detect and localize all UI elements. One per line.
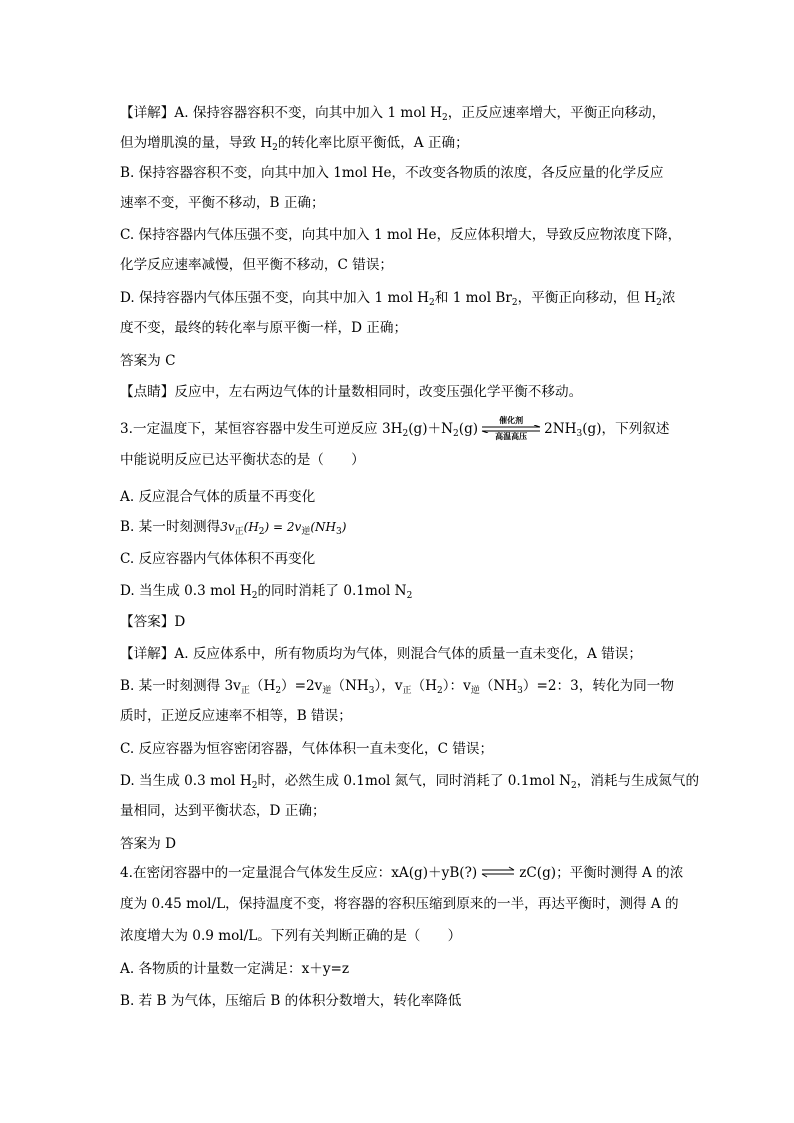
q3-option-b: B. 某一时刻测得$3v_正(H_2) = 2v_逆(NH_3)$ [120,519,347,537]
q2-detail-line-5: C. 保持容器内气体压强不变，向其中加入 1 mol He，反应体积增大，导致反应物浓度下降， [120,227,682,243]
q3-option-d: D. 当生成 0.3 mol $H_2$的同时消耗了 0.1mol $N_2$ [120,583,413,601]
q3-option-a: A. 反应混合气体的质量不再变化 [120,489,316,505]
q4-stem-line-3: 浓度增大为 0.9 mol/L。下列有关判断正确的是（ ） [120,928,462,944]
q3-detail-line-2: B. 某一时刻测得 $3v_正(H_2)=2v_逆(NH_3)$，$v_正(H_2)$：$v_逆(NH_3)=2$：3，转化为同一物 [120,678,674,696]
q2-detail-line-2: 但为增肌溴的量，导致 $H_2$的转化率比原平衡低，A 正确； [120,135,469,153]
reversible-arrow-icon: 催化剂 高温高压 [480,419,542,437]
q3-detail-line-6: 量相同，达到平衡状态，D 正确； [120,803,326,819]
rate-formula: $3v_正(H_2) = 2v_逆(NH_3)$ [220,520,347,537]
q2-detail-line-3: B. 保持容器容积不变，向其中加入 1mol He，不改变各物质的浓度，各反应量的化学反应 [120,165,664,181]
q2-detail-line-6: 化学反应速率减慢，但平衡不移动，C 错误； [120,257,394,273]
q2-detail-line-8: 度不变，最终的转化率与原平衡一样，D 正确； [120,320,408,336]
q3-option-c: C. 反应容器内气体体积不再变化 [120,551,316,567]
q3-detail-line-3: 质时，正逆反应速率不相等，B 错误； [120,708,352,724]
q4-option-a: A. 各物质的计量数一定满足：x＋y=z [120,961,350,977]
q3-answer-line: 答案为 D [120,836,177,852]
q2-detail-line-1: 【详解】A. 保持容器容积不变，向其中加入 1 mol $H_2$，正反应速率增大，平衡正向移动， [120,105,666,123]
q4-stem-line-1: 4.在密闭容器中的一定量混合气体发生反应：xA(g)＋yB(?) zC(g)；平衡时测得 A 的浓 [120,865,684,881]
q3-stem-line-1: 3.一定温度下，某恒容容器中发生可逆反应 $3H_2(g)+N_2(g)$ 催化剂 高温高压 $2NH_3(g)$，下列叙述 [120,415,670,441]
q4-option-b: B. 若 B 为气体，压缩后 B 的体积分数增大，转化率降低 [120,993,462,1009]
q2-note: 【点睛】反应中，左右两边气体的计量数相同时，改变压强化学平衡不移动。 [120,384,583,400]
q2-detail-line-4: 速率不变，平衡不移动，B 正确； [120,195,325,211]
q2-answer: 答案为 C [120,353,176,369]
equilibrium-arrow-icon [480,865,516,879]
q3-answer: 【答案】D [120,614,186,630]
q3-detail-line-4: C. 反应容器为恒容密闭容器，气体体积一直未变化，C 错误； [120,741,494,757]
q3-stem-line-2: 中能说明反应已达平衡状态的是（ ） [120,452,365,468]
q3-detail-line-5: D. 当生成 0.3 mol $H_2$时，必然生成 0.1mol 氮气，同时消耗了 0.1mol $N_2$，消耗与生成氮气的 [120,773,700,791]
q2-detail-line-7: D. 保持容器内气体压强不变，向其中加入 1 mol $H_2$和 1 mol $Br_2$，平衡正向移动，但 $H_2$浓 [120,290,676,308]
q3-detail-line-1: 【详解】A. 反应体系中，所有物质均为气体，则混合气体的质量一直未变化，A 错误； [120,646,642,662]
q4-stem-line-2: 度为 0.45 mol/L，保持温度不变，将容器的容积压缩到原来的一半，再达平衡时，测得 A 的 [120,896,679,912]
